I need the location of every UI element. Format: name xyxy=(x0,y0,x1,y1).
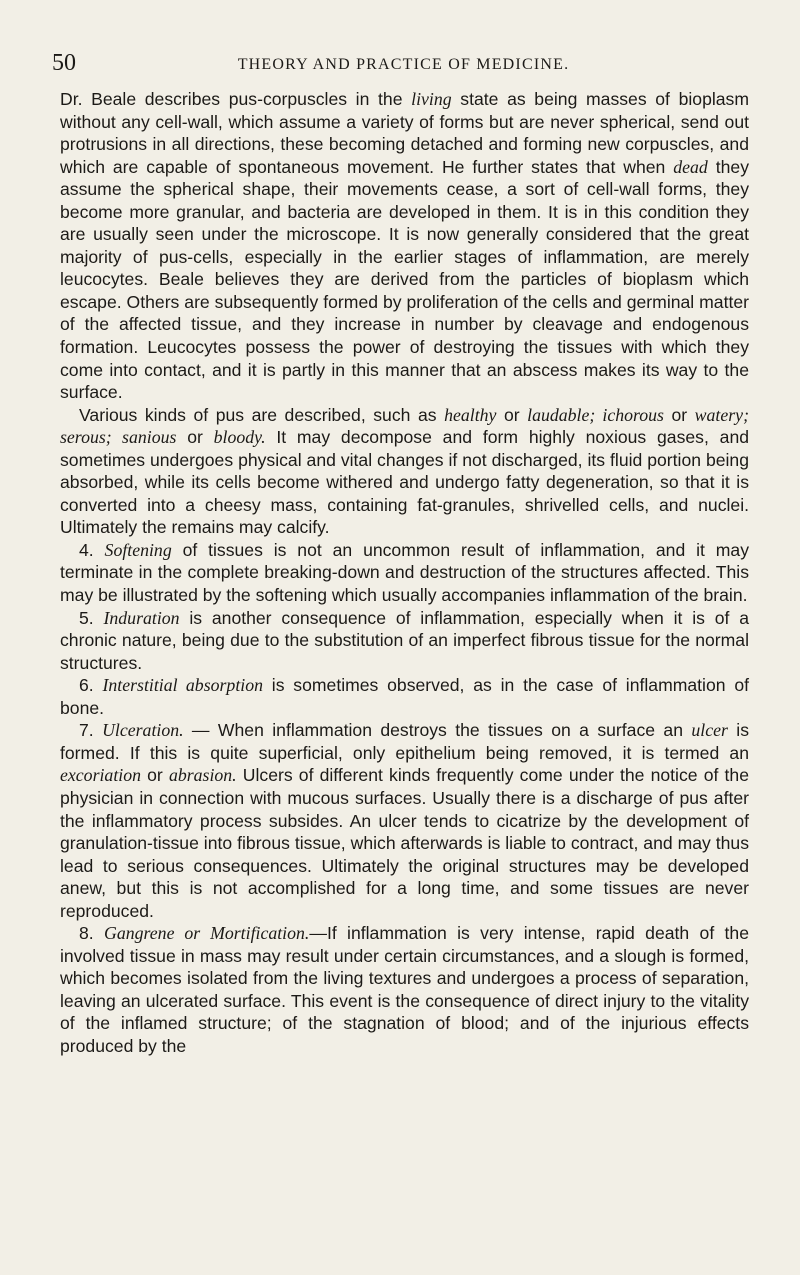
text-run: Various kinds of pus are described, such as xyxy=(79,404,445,425)
text-run: 4. xyxy=(79,539,105,560)
text-run: 7. xyxy=(79,720,103,741)
text-run: 8. xyxy=(79,923,105,944)
italic-text: abrasion. xyxy=(168,765,237,786)
body-text xyxy=(60,88,749,1058)
text-run: or xyxy=(496,404,528,425)
paragraph xyxy=(60,607,749,675)
text-run: — When inflammation destroys the tissues on a surface an xyxy=(183,720,692,741)
text-run: is sometimes observed, as in the case of inflammation of bone. xyxy=(60,675,750,718)
paragraph xyxy=(60,719,749,922)
italic-text: ulcer xyxy=(691,720,728,741)
italic-text: healthy xyxy=(444,404,497,425)
italic-text: excoriation xyxy=(60,765,141,786)
text-run: or xyxy=(140,765,169,786)
text-run: Ulcers of different kinds frequently come under the notice of the physician in connection with mucous surfaces. Usually there is a discharge of pus after the inflammatory process subsides. An ulcer tends to cicatrize by the development of granulation-tissue into fibrous tissue, which afterwards is liable to contract, and may thus lead to serious consequences. Ultimately the original structures may be developed anew, but this is not accomplished for a long time, and some tissues are never reproduced. xyxy=(60,765,749,921)
italic-text: Ulceration. xyxy=(102,720,184,741)
paragraph xyxy=(60,404,749,539)
text-run: they assume the spherical shape, their movements cease, a sort of cell-wall forms, they become more granular, and bacteria are developed in them. It is in this condition they are usually seen under the microscope. It is now generally considered that the great majority of pus-cells, especially in the earlier stages of inflammation, are merely leucocytes. Beale believes they are derived from the particles of bioplasm which escape. Others are subsequently formed by proliferation of the cells and germinal matter of the affected tissue, and they increase in number by cleavage and endogenous formation. Leucocytes possess the power of destroying the tissues with which they come into contact, and it is partly in this manner that an abscess makes its way to the surface. xyxy=(60,156,749,403)
paragraph xyxy=(60,674,749,719)
text-run: state as being masses of bioplasm without any cell-wall, which assume a variety of forms but are never spherical, send out protrusions in all directions, these becoming detached and forming new corpuscles, and which are capable of spontaneous movement. He further states that when xyxy=(60,89,749,177)
italic-text: Softening xyxy=(104,539,172,560)
text-run: of tissues is not an uncommon result of inflammation, and it may terminate in the complete breaking-down and destruction of the structures affected. This may be illustrated by the softening which usually accompanies inflammation of the brain. xyxy=(60,539,749,606)
text-run: or xyxy=(176,427,214,448)
paragraph xyxy=(60,88,749,404)
italic-text: living xyxy=(411,89,452,109)
italic-text: Gangrene or Mortification. xyxy=(104,923,310,944)
text-run: It may decompose and form highly noxious gases, and sometimes undergoes physical and vital changes if not discharged, its fluid portion being absorbed, while its cells become withered and undergo fatty degeneration, so that it is converted into a cheesy mass, containing fat-granules, shrivelled cells, and nuclei. Ultimately the remains may calcify. xyxy=(60,427,750,538)
italic-text: laudable; ichorous xyxy=(527,404,664,425)
page-number: 50 xyxy=(52,50,76,76)
running-head: THEORY AND PRACTICE OF MEDICINE. xyxy=(237,56,570,73)
text-run: 6. xyxy=(79,675,103,696)
text-run: or xyxy=(663,404,695,425)
italic-text: dead xyxy=(673,156,708,177)
text-run: Dr. Beale describes pus-corpuscles in the xyxy=(60,89,412,109)
paragraph xyxy=(60,922,749,1057)
text-run: is formed. If this is quite superficial, only epithelium being removed, it is termed an xyxy=(60,720,750,763)
paragraph xyxy=(60,539,749,607)
page-header xyxy=(52,50,755,80)
text-run: —If inflammation is very intense, rapid death of the involved tissue in mass may result under certain circumstances, and a slough is formed, which becomes isolated from the living textures and undergoes a process of separation, leaving an ulcerated surface. This event is the consequence of direct injury to the vitality of the inflamed structure; of the stagnation of blood; and of the injurious effects produced by the xyxy=(60,923,750,1056)
italic-text: bloody. xyxy=(213,427,266,448)
text-run: is another consequence of inflammation, especially when it is of a chronic nature, being due to the substitution of an imperfect fibrous tissue for the normal structures. xyxy=(60,607,750,673)
text-run: 5. xyxy=(79,607,104,628)
italic-text: watery; serous; sanious xyxy=(60,404,749,448)
italic-text: Induration xyxy=(103,607,180,628)
italic-text: Interstitial absorption xyxy=(102,675,263,696)
